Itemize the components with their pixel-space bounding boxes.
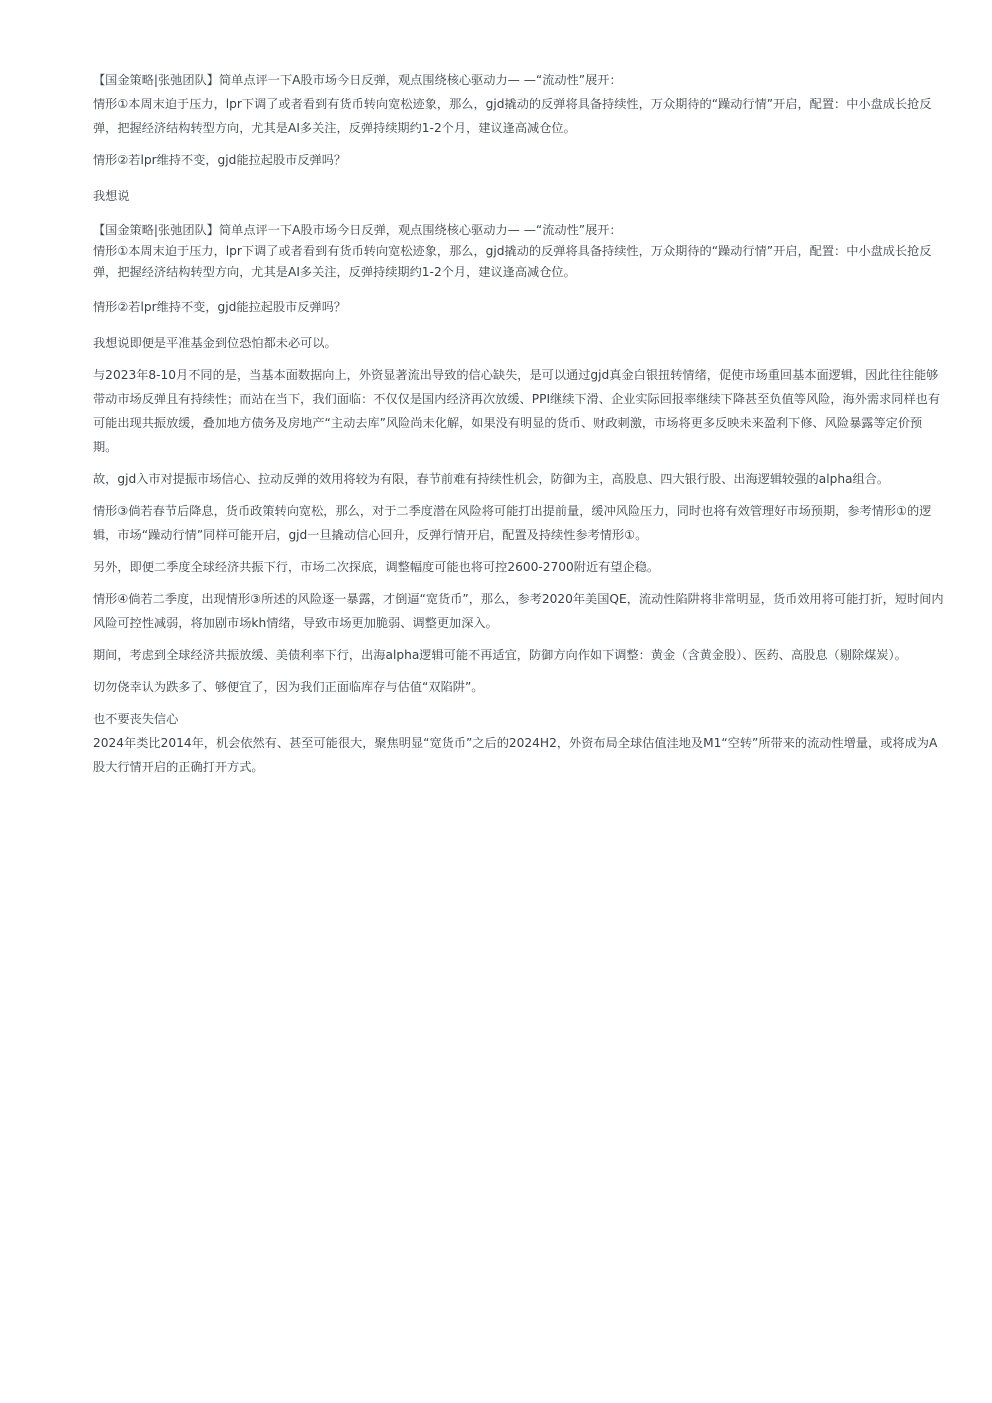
paragraph-double-trap: 切勿侥幸认为跌多了、够便宜了，因为我们正面临库存与估值“双陷阱”。 — [93, 680, 484, 694]
paragraph-scenario-2-repeat: 情形②若lpr维持不变，gjd能拉起股市反弹吗？ — [93, 300, 347, 314]
paragraph-scenario-4: 情形④倘若二季度，出现情形③所述的风险逐一暴露，才倒逼“宽货币”，那么，参考2020年美国QE，流动性陷阱将非常明显，货币效用将可能打折，短时间内风险可控性减弱，将加剧市场kh情绪，导致市场更加脆弱、调整更加深入。 — [93, 592, 944, 630]
paragraph-intro-2: 【国金策略|张弛团队】简单点评一下A股市场今日反弹，观点围绕核心驱动力— —“流动性”展开： — [93, 223, 622, 237]
document-body — [93, 68, 945, 787]
paragraph-scenario-2: 情形②若lpr维持不变，gjd能拉起股市反弹吗？ — [93, 153, 347, 167]
paragraph-scenario-3: 情形③倘若春节后降息，货币政策转向宽松，那么，对于二季度潜在风险将可能打出提前量，缓冲风险压力，同时也将有效管理好市场预期，参考情形①的逻辑，市场“躁动行情”同样可能开启，gjd一旦撬动信心回升，反弹行情开启，配置及持续性参考情形①。 — [93, 504, 932, 542]
paragraph-scenario-1: 情形①本周末迫于压力，lpr下调了或者看到有货币转向宽松迹象，那么，gjd撬动的反弹将具备持续性，万众期待的“躁动行情”开启，配置：中小盘成长抢反弹，把握经济结构转型方向，尤其是AI多关注，反弹持续期约1-2个月，建议逢高减仓位。 — [93, 97, 932, 135]
paragraph-scenario-1-repeat: 情形①本周末迫于压力，lpr下调了或者看到有货币转向宽松迹象，那么，gjd撬动的反弹将具备持续性，万众期待的“躁动行情”开启，配置：中小盘成长抢反弹，把握经济结构转型方向，尤其是AI多关注，反弹持续期约1-2个月，建议逢高减仓位。 — [93, 244, 932, 279]
paragraph-even-stabilization-fund: 我想说即便是平准基金到位恐怕都未必可以。 — [93, 336, 337, 350]
paragraph-limited-effect: 故，gjd入市对提振市场信心、拉动反弹的效用将较为有限，春节前难有持续性机会，防御为主，高股息、四大银行股、出海逻辑较强的alpha组合。 — [93, 472, 890, 486]
paragraph-intro-1: 【国金策略|张弛团队】简单点评一下A股市场今日反弹，观点围绕核心驱动力— —“流动性”展开： — [93, 73, 622, 87]
paragraph-second-bottom: 另外，即便二季度全球经济共振下行，市场二次探底，调整幅度可能也将可控2600-2700附近有望企稳。 — [93, 560, 660, 574]
paragraph-i-want-to-say: 我想说 — [93, 189, 130, 203]
paragraph-defensive-adjustment: 期间，考虑到全球经济共振放缓、美债利率下行，出海alpha逻辑可能不再适宜，防御方向作如下调整：黄金（含黄金股）、医药、高股息（剔除煤炭）。 — [93, 648, 907, 662]
paragraph-dont-lose-confidence: 也不要丧失信心 — [93, 712, 179, 726]
paragraph-outlook-2024: 2024年类比2014年，机会依然有、甚至可能很大，聚焦明显“宽货币”之后的2024H2，外资布局全球估值洼地及M1“空转”所带来的流动性增量，或将成为A股大行情开启的正确打开方式。 — [93, 736, 938, 774]
paragraph-comparison-2023: 与2023年8-10月不同的是，当基本面数据向上，外资显著流出导致的信心缺失，是可以通过gjd真金白银扭转情绪，促使市场重回基本面逻辑，因此往往能够带动市场反弹且有持续性；而站在当下，我们面临：不仅仅是国内经济再次放缓、PPI继续下滑、企业实际回报率继续下降甚至负值等风险，海外需求同样也有可能出现共振放缓，叠加地方债务及房地产“主动去库”风险尚未化解，如果没有明显的货币、财政刺激，市场将更多反映未来盈利下修、风险暴露等定价预期。 — [93, 368, 941, 454]
